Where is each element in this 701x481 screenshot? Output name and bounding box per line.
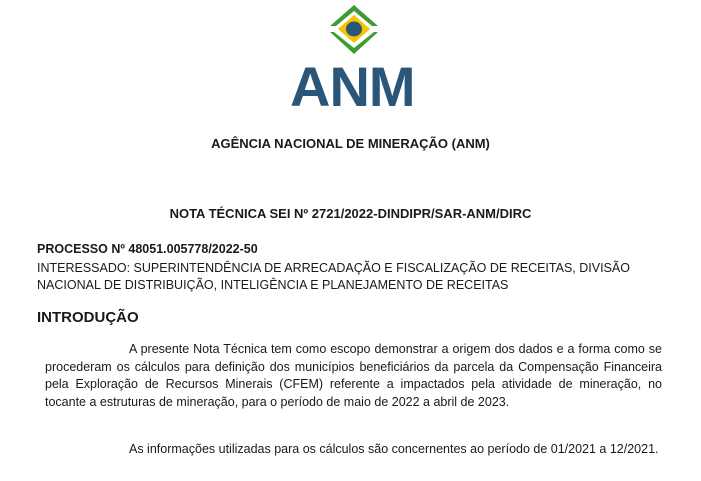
section-title: INTRODUÇÃO (37, 309, 139, 326)
paragraph: As informações utilizadas para os cálculos são concernentes ao período de 01/2021 a 12/2021. (129, 442, 659, 456)
logo-wordmark: ANM (290, 55, 415, 118)
process-number: PROCESSO Nº 48051.005778/2022-50 (37, 242, 258, 256)
anm-logo (290, 2, 414, 118)
paragraph: A presente Nota Técnica tem como escopo demonstrar a origem dos dados e a forma como se procederam os cálculos para definição dos municípios beneficiários da parcela da Compensação Financeira pela Exploração de Recursos Minerais (CFEM) referente a impactados pela atividade de mineração, no tocante a estruturas de mineração, para o período de maio de 2022 a abril de 2023. (45, 342, 662, 409)
interested-party: INTERESSADO: SUPERINTENDÊNCIA DE ARRECADAÇÃO E FISCALIZAÇÃO DE RECEITAS, DIVISÃO NACIONAL DE DISTRIBUIÇÃO, INTELIGÊNCIA E PLANEJAMENTO DE RECEITAS (37, 261, 630, 292)
agency-name: AGÊNCIA NACIONAL DE MINERAÇÃO (ANM) (211, 136, 490, 151)
anm-brazil-diamond-logo-icon (326, 2, 382, 58)
document-title: NOTA TÉCNICA SEI Nº 2721/2022-DINDIPR/SAR-ANM/DIRC (169, 206, 532, 221)
